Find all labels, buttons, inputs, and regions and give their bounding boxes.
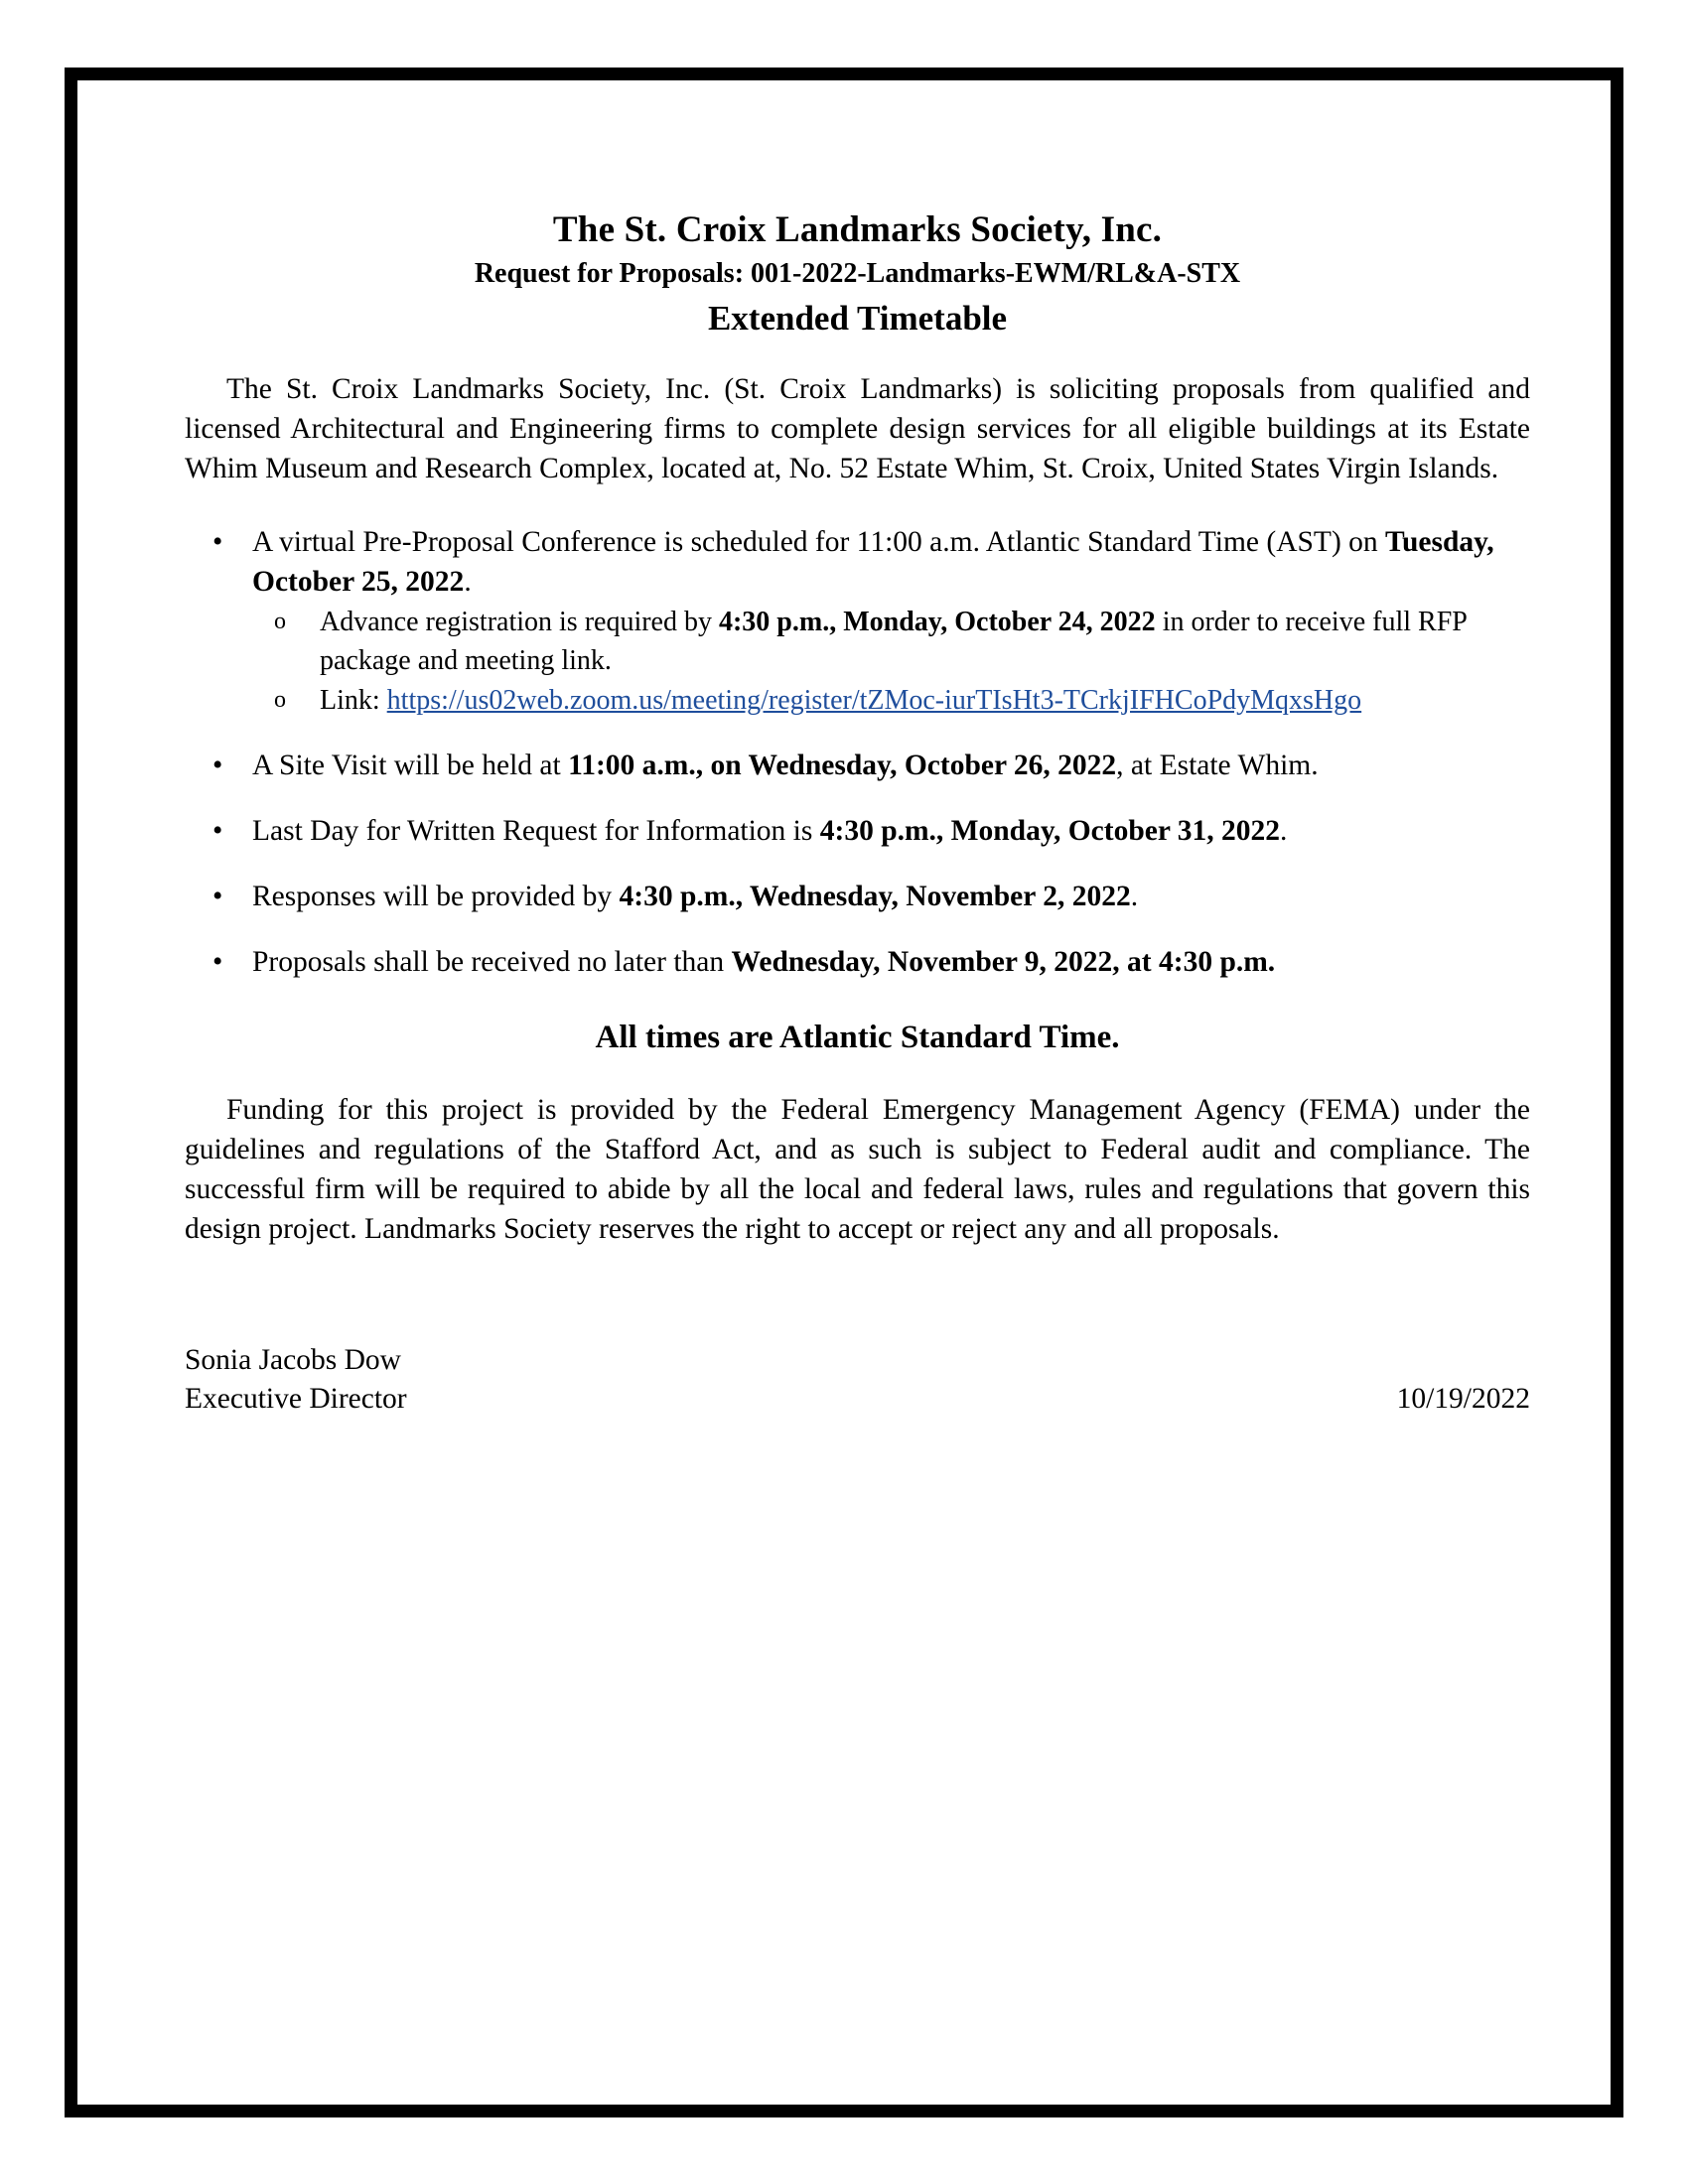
timetable-bullet-list: [185, 522, 1530, 982]
sub-bullet-text-before: Advance registration is required by: [320, 607, 719, 638]
list-item: [185, 811, 1530, 851]
intro-paragraph: The St. Croix Landmarks Society, Inc. (St. Croix Landmarks) is soliciting proposals from qualified and licensed Architectural and Engineering firms to complete design services for all eligible buildings at its Estate Whim Museum and Research Complex, located at, No. 52 Estate Whim, St. Croix, United States Virgin Islands.: [185, 372, 1530, 485]
bullet-text-before: A Site Visit will be held at: [252, 749, 569, 781]
bullet-text-before: Last Day for Written Request for Information is: [252, 814, 820, 847]
list-item: [185, 942, 1530, 982]
bullet-text-after: .: [1130, 880, 1139, 912]
bullet-text-before: Responses will be provided by: [252, 880, 620, 912]
bullet-text-bold: 11:00 a.m., on Wednesday, October 26, 2022: [568, 749, 1117, 781]
page-title: The St. Croix Landmarks Society, Inc.: [552, 209, 1163, 250]
zoom-registration-link[interactable]: https://us02web.zoom.us/meeting/register/tZMoc-iurTIsHt3-TCrkjIFHCoPdyMqxsHgo: [386, 684, 1362, 716]
signature-role-row: [185, 1380, 1530, 1419]
sub-bullet-text-bold: 4:30 p.m., Monday, October 24, 2022: [718, 607, 1156, 638]
list-item: [185, 522, 1530, 719]
bullet-text-bold: Wednesday, November 9, 2022, at 4:30 p.m.: [731, 946, 1276, 979]
list-item: [252, 604, 1530, 679]
subtitle-value: : 001-2022-Landmarks-EWM/RL&A-STX: [734, 257, 1241, 289]
bullet-text-bold: 4:30 p.m., Monday, October 31, 2022: [819, 814, 1281, 847]
sub-bullet-text-before: Link:: [320, 684, 387, 716]
sub-bullet-marker-icon: o: [274, 609, 286, 635]
bullet-marker-icon: •: [212, 526, 223, 559]
bullet-marker-icon: •: [212, 946, 223, 979]
bullet-marker-icon: •: [212, 749, 223, 781]
bullet-text-before: Proposals shall be received no later than: [252, 946, 732, 979]
bullet-text-after: .: [1280, 814, 1288, 847]
document-subtitle: [185, 256, 1530, 292]
funding-paragraph: Funding for this project is provided by the Federal Emergency Management Agency (FEMA) under the guidelines and regulations of the Stafford Act, and as such is subject to Federal audit and compliance. The successful firm will be required to abide by all the local and federal laws, rules and regulations that govern this design project. Landmarks Society reserves the right to accept or reject any and all proposals.: [185, 1094, 1530, 1246]
signer-role: Executive Director: [185, 1382, 407, 1415]
list-item: [252, 682, 1530, 720]
bullet-marker-icon: •: [212, 814, 223, 847]
signature-block: [185, 1341, 1530, 1419]
document-content: [185, 209, 1530, 1418]
title-block: [185, 209, 1530, 340]
timetable-sub-bullet-list: [252, 604, 1530, 719]
bullet-text-bold: 4:30 p.m., Wednesday, November 2, 2022: [619, 880, 1131, 912]
document-page-frame: [65, 68, 1623, 2117]
subtitle-label: Request for Proposals: [474, 257, 735, 289]
signer-name: Sonia Jacobs Dow: [185, 1343, 401, 1376]
sub-bullet-marker-icon: o: [274, 686, 286, 713]
all-times-note: All times are Atlantic Standard Time.: [595, 1020, 1120, 1056]
bullet-text-before: A virtual Pre-Proposal Conference is scheduled for 11:00 a.m. Atlantic Standard Time (AST) on: [252, 526, 1386, 559]
document-heading: Extended Timetable: [707, 298, 1008, 338]
bullet-text-after: .: [464, 566, 472, 599]
bullet-text-bold: Tuesday, October 25, 2022: [252, 526, 1494, 599]
list-item: [185, 877, 1530, 916]
bullet-marker-icon: •: [212, 880, 223, 912]
sub-bullet-text-after: in order to receive full RFP package and meeting link.: [320, 607, 1467, 676]
bullet-text-after: , at Estate Whim.: [1116, 749, 1319, 781]
signature-date: 10/19/2022: [1396, 1382, 1530, 1415]
list-item: [185, 746, 1530, 785]
